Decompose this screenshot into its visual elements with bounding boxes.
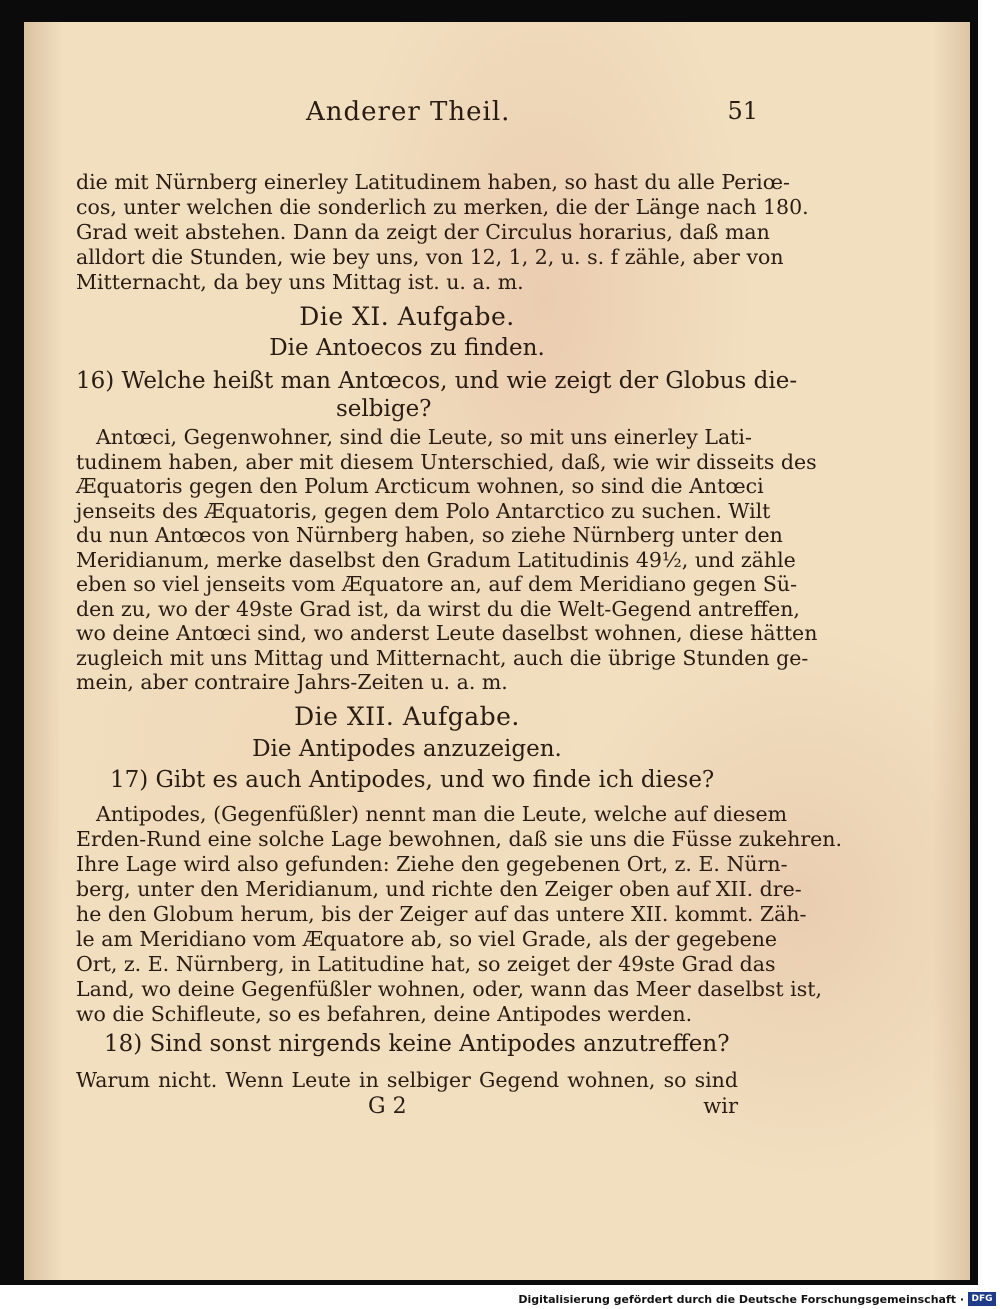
page-header [76, 97, 758, 137]
paragraph-2 [76, 425, 818, 697]
text-line: die mit Nürnberg einerley Latitudinem haben, so hast du alle Periœ- [76, 170, 790, 194]
task-11-heading [76, 302, 738, 366]
question-line: 18) Sind sonst nirgends keine Antipodes anzutreffen? [104, 1031, 730, 1057]
text-line: tudinem haben, aber mit diesem Unterschied, daß, wie wir disseits des [76, 449, 817, 474]
text-line: le am Meridiano vom Æquatore ab, so viel Grade, als der gegebene [76, 927, 778, 951]
question-line: selbige? [336, 396, 432, 422]
text-line: wo die Schifleute, so es befahren, deine Antipodes werden. [76, 1002, 693, 1026]
page-number: 51 [727, 97, 758, 125]
running-title: Anderer Theil. [306, 97, 511, 127]
text-line: Ort, z. E. Nürnberg, in Latitudine hat, so zeiget der 49ste Grad das [76, 952, 776, 976]
text-line: cos, unter welchen die sonderlich zu merken, die der Länge nach 180. [76, 195, 809, 219]
task-12-heading [76, 702, 738, 766]
task-11-subtitle: Die Antoecos zu finden. [269, 335, 545, 361]
question-17 [76, 766, 738, 796]
task-12-subtitle: Die Antipodes anzuzeigen. [252, 736, 562, 762]
text-line: Antipodes, (Gegenfüßler) nennt man die Leute, welche auf diesem [96, 802, 788, 826]
text-line: alldort die Stunden, wie bey uns, von 12, 1, 2, u. s. f zähle, aber von [76, 245, 784, 269]
text-line: Land, wo deine Gegenfüßler wohnen, oder, wann das Meer daselbst ist, [76, 977, 822, 1001]
question-18 [76, 1030, 738, 1060]
text-line: berg, unter den Meridianum, und richte den Zeiger oben auf XII. dre- [76, 877, 802, 901]
text-line: Warum nicht. Wenn Leute in selbiger Gegend wohnen, so sind [76, 1068, 738, 1092]
text-line: he den Globum herum, bis der Zeiger auf das untere XII. kommt. Zäh- [76, 902, 807, 926]
text-line: eben so viel jenseits vom Æquatore an, auf dem Meridiano gegen Sü- [76, 572, 798, 596]
text-line: Grad weit abstehen. Dann da zeigt der Circulus horarius, daß man [76, 220, 770, 244]
task-11-title: Die XI. Aufgabe. [299, 302, 515, 331]
question-16 [76, 367, 798, 427]
paragraph-4 [76, 1068, 738, 1138]
text-line: Ihre Lage wird also gefunden: Ziehe den gegebenen Ort, z. E. Nürn- [76, 852, 788, 876]
paragraph-3 [76, 802, 843, 1026]
text-line: Meridianum, merke daselbst den Gradum Latitudinis 49½, und zähle [76, 547, 796, 572]
text-line: jenseits des Æquatoris, gegen dem Polo Antarctico zu suchen. Wilt [76, 498, 771, 523]
text-line: Antœci, Gegenwohner, sind die Leute, so mit uns einerley Lati- [96, 425, 752, 449]
question-line: 16) Welche heißt man Antœcos, und wie zeigt der Globus die- [76, 368, 798, 394]
paragraph-1 [76, 170, 809, 300]
text-line: du nun Antœcos von Nürnberg haben, so ziehe Nürnberg unter den [76, 523, 783, 547]
catchword: wir [703, 1094, 738, 1118]
text-line: den zu, wo der 49ste Grad ist, da wirst du die Welt-Gegend antreffen, [76, 596, 800, 621]
digitization-credit: Digitalisierung gefördert durch die Deutsche Forschungsgemeinschaft · [518, 1293, 964, 1306]
text-line: Mitternacht, da bey uns Mittag ist. u. a. m. [76, 270, 524, 294]
signature-mark: G 2 [368, 1094, 407, 1119]
question-line: 17) Gibt es auch Antipodes, und wo finde ich diese? [110, 767, 715, 793]
text-line: mein, aber contraire Jahrs-Zeiten u. a. m. [76, 670, 508, 694]
text-line: Æquatoris gegen den Polum Arcticum wohnen, so sind die Antœci [76, 474, 764, 498]
text-line: wo deine Antœci sind, wo anderst Leute daselbst wohnen, diese hätten [76, 621, 818, 645]
dfg-logo: DFG [968, 1292, 996, 1306]
task-12-title: Die XII. Aufgabe. [294, 702, 520, 731]
text-line: zugleich mit uns Mittag und Mitternacht, auch die übrige Stunden ge- [76, 645, 809, 670]
text-line: Erden-Rund eine solche Lage bewohnen, daß sie uns die Füsse zukehren. [76, 827, 843, 851]
